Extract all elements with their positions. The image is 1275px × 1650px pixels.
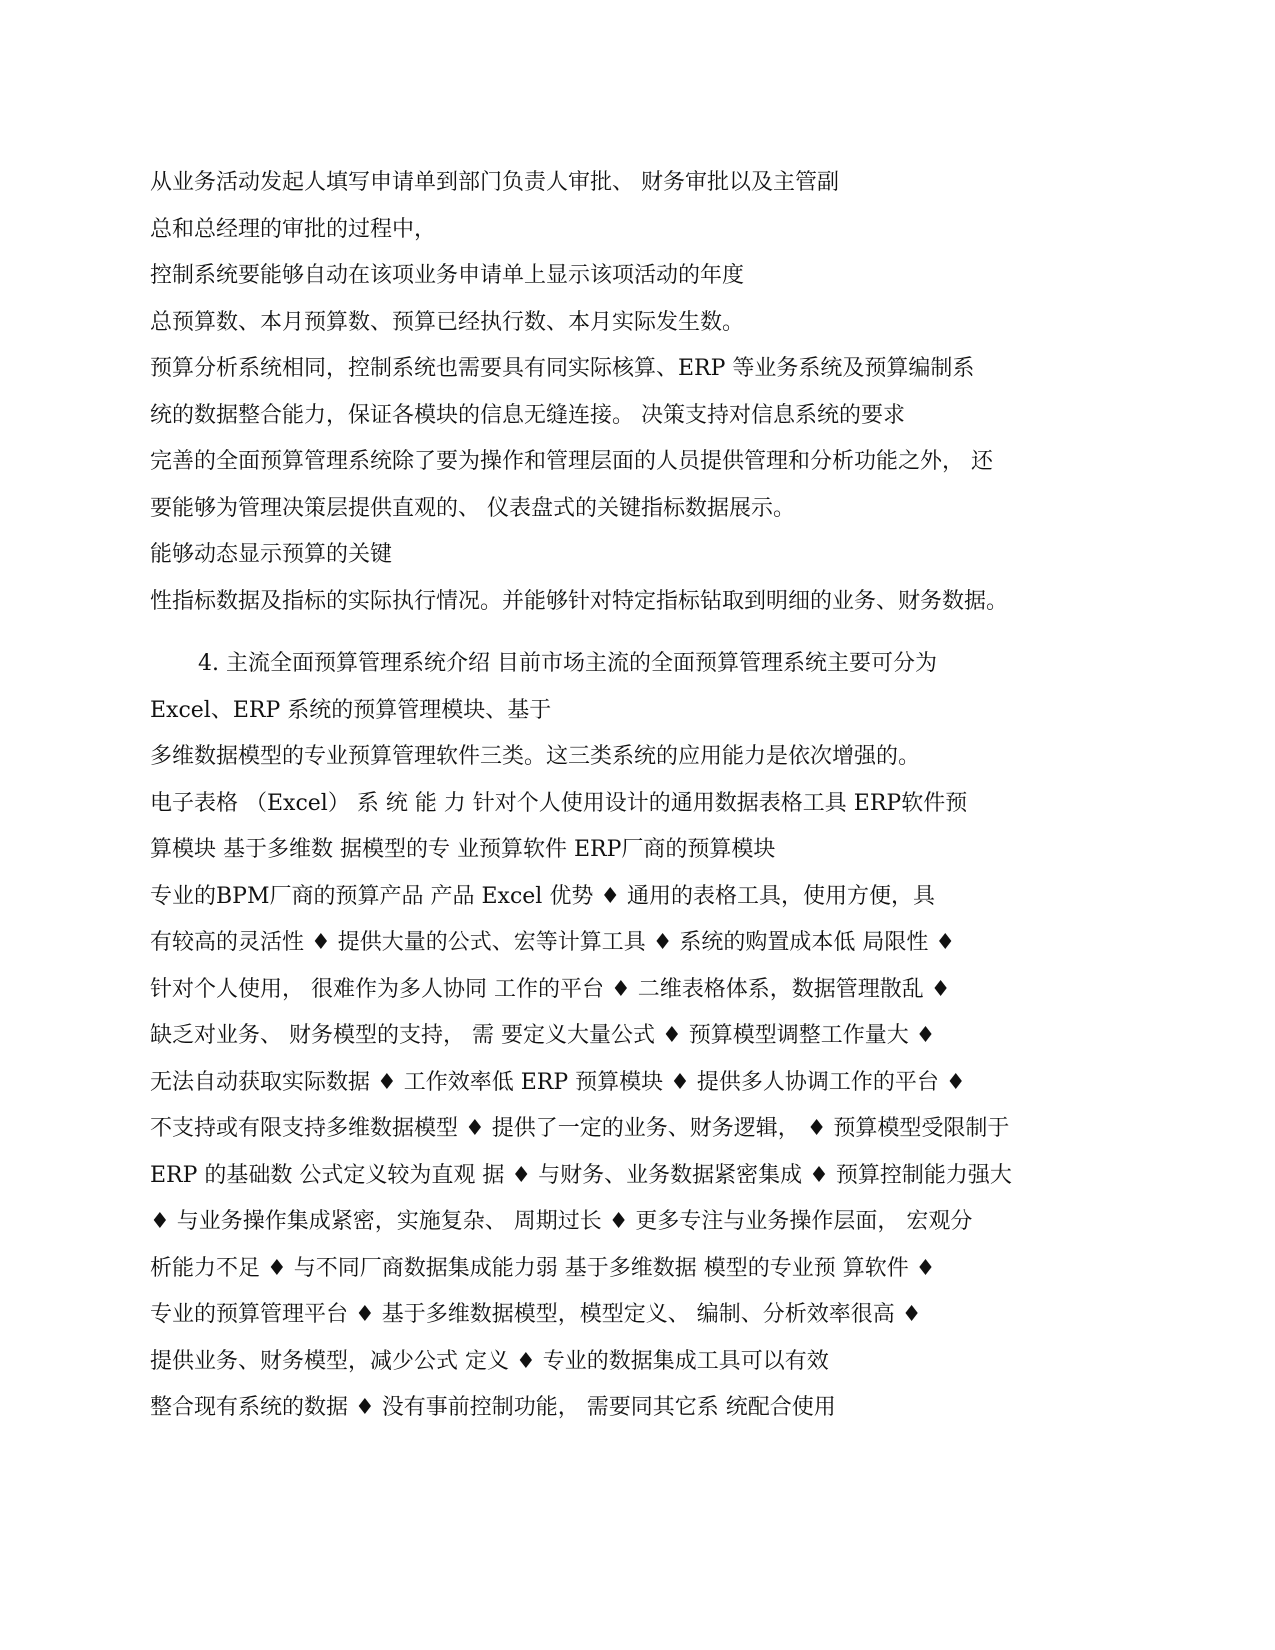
text-line: 专业的预算管理平台 ♦ 基于多维数据模型，模型定义、 编制、分析效率很高 ♦ — [150, 1302, 922, 1327]
text-line: 不支持或有限支持多维数据模型 ♦ 提供了一定的业务、财务逻辑， ♦ 预算模型受限制于 — [150, 1116, 1010, 1141]
text-line: ERP 的基础数 公式定义较为直观 据 ♦ 与财务、业务数据紧密集成 ♦ 预算控制能力强大 — [150, 1162, 1012, 1188]
section-heading-line: 4. 主流全面预算管理系统介绍 目前市场主流的全面预算管理系统主要可分为 — [198, 651, 937, 676]
text-line: 缺乏对业务、 财务模型的支持， 需 要定义大量公式 ♦ 预算模型调整工作量大 ♦ — [150, 1023, 936, 1048]
text-line: 统的数据整合能力，保证各模块的信息无缝连接。 决策支持对信息系统的要求 — [150, 402, 905, 428]
text-line: 能够动态显示预算的关键 — [150, 542, 393, 567]
text-line: 针对个人使用， 很难作为多人协同 工作的平台 ♦ 二维表格体系，数据管理散乱 ♦ — [150, 976, 951, 1002]
text-line: 总预算数、本月预算数、预算已经执行数、本月实际发生数。 — [150, 309, 745, 335]
text-line: 性指标数据及指标的实际执行情况。并能够针对特定指标钻取到明细的业务、财务数据。 — [150, 588, 1009, 614]
text-line: 电子表格 （Excel） 系 统 能 力 针对个人使用设计的通用数据表格工具 ERP软件预 — [150, 790, 968, 816]
text-line: 有较高的灵活性 ♦ 提供大量的公式、宏等计算工具 ♦ 系统的购置成本低 局限性 ♦ — [150, 930, 956, 955]
text-line: 提供业务、财务模型，减少公式 定义 ♦ 专业的数据集成工具可以有效 — [150, 1348, 829, 1374]
text-line: 总和总经理的审批的过程中， — [150, 216, 437, 242]
text-line: 预算分析系统相同，控制系统也需要具有同实际核算、ERP 等业务系统及预算编制系 — [150, 356, 975, 381]
text-line: 算模块 基于多维数 据模型的专 业预算软件 ERP厂商的预算模块 — [150, 837, 776, 862]
text-line: 无法自动获取实际数据 ♦ 工作效率低 ERP 预算模块 ♦ 提供多人协调工作的平台 ♦ — [150, 1069, 966, 1095]
text-line: 要能够为管理决策层提供直观的、 仪表盘式的关键指标数据展示。 — [150, 495, 795, 521]
text-line: ♦ 与业务操作集成紧密，实施复杂、 周期过长 ♦ 更多专注与业务操作层面， 宏观分 — [150, 1209, 973, 1234]
text-line: 完善的全面预算管理系统除了要为操作和管理层面的人员提供管理和分析功能之外， 还 — [150, 449, 993, 474]
text-line: 整合现有系统的数据 ♦ 没有事前控制功能， 需要同其它系 统配合使用 — [150, 1395, 836, 1420]
text-line: Excel、ERP 系统的预算管理模块、基于 — [150, 697, 552, 723]
text-line: 析能力不足 ♦ 与不同厂商数据集成能力弱 基于多维数据 模型的专业预 算软件 ♦ — [150, 1255, 936, 1281]
body-text — [150, 160, 1130, 1432]
text-line: 控制系统要能够自动在该项业务申请单上显示该项活动的年度 — [150, 263, 745, 288]
text-line: 从业务活动发起人填写申请单到部门负责人审批、 财务审批以及主管副 — [150, 170, 839, 195]
text-line: 专业的BPM厂商的预算产品 产品 Excel 优势 ♦ 通用的表格工具，使用方便，具 — [150, 883, 936, 909]
text-line: 多维数据模型的专业预算管理软件三类。这三类系统的应用能力是依次增强的。 — [150, 744, 921, 769]
